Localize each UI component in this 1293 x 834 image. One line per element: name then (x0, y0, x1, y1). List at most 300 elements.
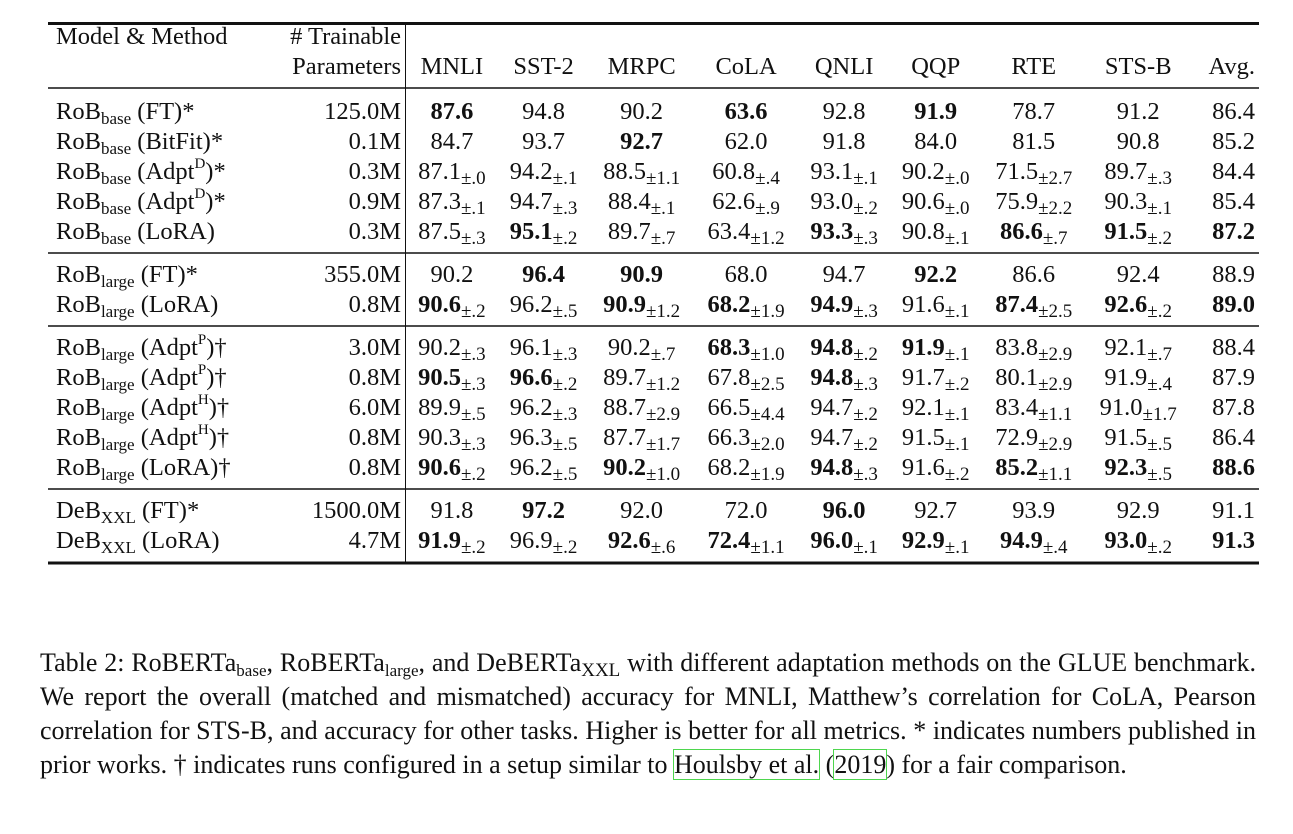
model-method-cell: RoB$_{base}$ (LoRA) (56, 218, 215, 248)
caption-sub-xxl: XXL (581, 660, 621, 681)
score-value: 71.5 (995, 158, 1039, 185)
score-std: ±.1 (944, 344, 970, 365)
score-value: 93.3 (810, 218, 854, 245)
score-std: ±.2 (552, 374, 578, 395)
method-name: LoRA (148, 454, 211, 481)
score-cell (890, 326, 982, 363)
score-cell (498, 127, 590, 157)
score-std: ±2.5 (1038, 301, 1073, 322)
score-cell (798, 393, 890, 423)
method-name: BitFit (145, 128, 203, 155)
citation-link-authors[interactable]: Houlsby et al. (673, 750, 820, 779)
score-value: 96.2 (509, 291, 553, 318)
score-value: 68.2 (707, 454, 751, 481)
score-value: 85.4 (1212, 188, 1255, 215)
score-cell (982, 363, 1086, 393)
score-value: 84.7 (430, 128, 474, 155)
score-std: ±.9 (755, 198, 780, 219)
score-cell (589, 290, 693, 326)
method-name: Adpt (145, 158, 195, 185)
source-mark: † (216, 394, 230, 421)
score-value: 86.6 (999, 218, 1043, 245)
score-value: 67.8 (707, 364, 751, 391)
score-value: 92.7 (620, 128, 664, 155)
score-std: ±2.5 (750, 374, 785, 395)
caption-text: ( (819, 750, 835, 779)
score-std: ±.0 (460, 168, 486, 189)
table-row (48, 489, 1259, 526)
table-caption (40, 646, 1256, 782)
header-task: Avg. (1208, 53, 1255, 80)
score-cell (982, 88, 1086, 127)
score-value: 93.1 (810, 158, 854, 185)
score-value: 87.4 (995, 291, 1039, 318)
params-cell: 0.1M (261, 127, 406, 157)
score-cell (1190, 363, 1259, 393)
header-task: QQP (911, 53, 961, 80)
score-cell (1086, 217, 1190, 253)
score-cell (798, 453, 890, 489)
score-std: ±.2 (460, 301, 486, 322)
score-value: 90.9 (620, 261, 664, 288)
header-task: SST-2 (513, 53, 574, 80)
score-value: 90.3 (418, 424, 461, 451)
score-value: 90.2 (901, 158, 945, 185)
score-cell (890, 127, 982, 157)
score-value: 89.7 (607, 218, 651, 245)
score-value: 94.9 (999, 527, 1043, 554)
score-cell (982, 217, 1086, 253)
score-cell (1190, 393, 1259, 423)
score-cell (982, 157, 1086, 187)
score-cell (890, 88, 982, 127)
score-std: ±.2 (1147, 228, 1172, 249)
score-cell (1190, 453, 1259, 489)
score-cell (694, 423, 798, 453)
score-std: ±.2 (853, 434, 878, 455)
score-cell (798, 217, 890, 253)
score-std: ±1.7 (645, 434, 681, 455)
score-std: ±.7 (650, 344, 676, 365)
score-value: 87.7 (603, 424, 646, 451)
score-value: 91.6 (901, 291, 945, 318)
score-cell (406, 326, 498, 363)
score-cell (1190, 88, 1259, 127)
score-std: ±.1 (944, 301, 970, 322)
score-value: 90.3 (1104, 188, 1148, 215)
score-std: ±.3 (1147, 168, 1172, 189)
score-cell (798, 363, 890, 393)
method-name: LoRA (148, 291, 211, 318)
score-value: 90.2 (620, 98, 664, 125)
score-cell (694, 290, 798, 326)
score-std: ±.2 (460, 537, 486, 558)
score-std: ±1.1 (750, 537, 785, 558)
score-std: ±2.2 (1038, 198, 1073, 219)
score-value: 91.7 (901, 364, 945, 391)
header-params-line1: # Trainable (261, 22, 406, 52)
score-value: 96.4 (522, 261, 566, 288)
table-row (48, 423, 1259, 453)
score-std: ±.1 (853, 168, 878, 189)
score-std: ±.3 (552, 198, 578, 219)
score-cell (982, 393, 1086, 423)
source-mark: * (213, 188, 226, 215)
model-name: RoB (56, 188, 101, 215)
score-cell (798, 423, 890, 453)
source-mark: * (182, 98, 195, 125)
score-cell (1086, 253, 1190, 290)
model-method-cell: DeB$_{XXL}$ (FT)* (56, 497, 200, 527)
method-name: Adpt (148, 364, 198, 391)
score-value: 89.7 (603, 364, 646, 391)
score-cell (798, 157, 890, 187)
caption-sub-large: large (384, 661, 419, 680)
score-cell (982, 187, 1086, 217)
score-value: 96.9 (509, 527, 553, 554)
score-value: 91.9 (418, 527, 461, 554)
score-value: 91.8 (430, 497, 474, 524)
score-cell (589, 253, 693, 290)
score-std: ±.3 (552, 404, 578, 425)
params-cell: 3.0M (261, 326, 406, 363)
score-value: 63.6 (724, 98, 768, 125)
model-name: RoB (56, 261, 101, 288)
score-cell (694, 363, 798, 393)
model-name: DeB (56, 527, 101, 554)
score-cell (589, 526, 693, 562)
score-cell (982, 253, 1086, 290)
score-cell (498, 88, 590, 127)
score-cell (589, 187, 693, 217)
score-value: 87.8 (1212, 394, 1255, 421)
score-value: 94.9 (810, 291, 854, 318)
method-name: LoRA (145, 218, 207, 245)
score-value: 94.7 (810, 424, 854, 451)
score-value: 68.0 (724, 261, 768, 288)
model-size: base (100, 199, 132, 218)
score-cell (890, 290, 982, 326)
method-superscript: P (197, 362, 207, 378)
score-std: ±.7 (1147, 344, 1172, 365)
score-cell (1086, 290, 1190, 326)
score-value: 72.9 (995, 424, 1039, 451)
score-value: 84.0 (914, 128, 958, 155)
model-size: large (100, 465, 135, 484)
score-cell (1190, 157, 1259, 187)
score-cell (798, 127, 890, 157)
score-std: ±.1 (944, 537, 970, 558)
score-cell (694, 489, 798, 526)
score-std: ±.5 (1147, 434, 1172, 455)
params-cell: 0.3M (261, 217, 406, 253)
score-value: 90.5 (418, 364, 461, 391)
score-cell (498, 157, 590, 187)
score-value: 72.0 (724, 497, 768, 524)
score-value: 90.6 (418, 454, 461, 481)
model-name: RoB (56, 128, 101, 155)
score-value: 92.2 (914, 261, 958, 288)
score-std: ±.4 (1147, 374, 1172, 395)
model-name: RoB (56, 291, 101, 318)
score-value: 94.2 (509, 158, 553, 185)
score-std: ±1.2 (750, 228, 785, 249)
table-row (48, 127, 1259, 157)
model-name: RoB (56, 424, 101, 451)
score-cell (798, 489, 890, 526)
score-std: ±1.9 (750, 464, 785, 485)
table-row (48, 253, 1259, 290)
method-name: Adpt (148, 334, 198, 361)
score-value: 92.3 (1104, 454, 1148, 481)
source-mark: * (185, 261, 198, 288)
score-value: 81.5 (1012, 128, 1056, 155)
params-cell: 1500.0M (261, 489, 406, 526)
score-cell (406, 363, 498, 393)
score-std: ±.2 (552, 537, 578, 558)
model-name: RoB (56, 394, 101, 421)
method-name: Adpt (145, 188, 195, 215)
score-cell (406, 393, 498, 423)
score-value: 94.8 (522, 98, 566, 125)
caption-sub-base: base (236, 661, 267, 680)
score-value: 93.0 (1104, 527, 1148, 554)
table-row (48, 363, 1259, 393)
score-value: 91.9 (901, 334, 945, 361)
score-value: 86.6 (1012, 261, 1056, 288)
score-std: ±.2 (944, 374, 970, 395)
params-cell: 4.7M (261, 526, 406, 562)
score-cell (498, 453, 590, 489)
score-std: ±.3 (460, 228, 486, 249)
source-mark: † (216, 424, 230, 451)
header-model-method: Model & Method (56, 23, 228, 50)
score-value: 89.7 (1104, 158, 1148, 185)
score-value: 96.0 (822, 497, 866, 524)
score-cell (798, 326, 890, 363)
score-cell (589, 157, 693, 187)
score-cell (406, 157, 498, 187)
score-value: 88.6 (1212, 454, 1255, 481)
score-std: ±.3 (853, 374, 878, 395)
score-value: 60.8 (712, 158, 756, 185)
method-name: FT (148, 261, 178, 288)
model-name: DeB (56, 497, 101, 524)
score-cell (694, 157, 798, 187)
score-value: 91.0 (1099, 394, 1143, 421)
score-value: 90.2 (418, 334, 461, 361)
score-cell (1086, 526, 1190, 562)
params-cell: 0.9M (261, 187, 406, 217)
score-value: 92.8 (822, 98, 866, 125)
score-cell (498, 526, 590, 562)
score-cell (890, 157, 982, 187)
source-mark: † (214, 364, 227, 391)
table-row (48, 187, 1259, 217)
score-cell (694, 187, 798, 217)
model-size: large (100, 345, 135, 364)
model-size: large (100, 375, 135, 394)
params-cell: 0.3M (261, 157, 406, 187)
score-cell (890, 489, 982, 526)
source-mark: * (213, 158, 226, 185)
score-cell (1190, 127, 1259, 157)
score-std: ±.0 (944, 198, 970, 219)
citation-link-year[interactable]: 2019 (834, 750, 887, 779)
score-cell (406, 88, 498, 127)
score-cell (1190, 526, 1259, 562)
header-task: MRPC (607, 53, 676, 80)
model-size: base (100, 109, 132, 128)
caption-text: Table 2: RoBERTa (40, 648, 237, 677)
score-value: 62.0 (724, 128, 768, 155)
score-value: 86.4 (1212, 424, 1255, 451)
score-std: ±.5 (552, 464, 578, 485)
score-value: 94.7 (822, 261, 866, 288)
header-task: MNLI (420, 53, 484, 80)
score-cell (406, 290, 498, 326)
score-value: 92.0 (620, 497, 664, 524)
score-value: 87.3 (418, 188, 461, 215)
method-superscript: H (197, 422, 209, 438)
score-cell (890, 187, 982, 217)
score-value: 85.2 (995, 454, 1039, 481)
score-value: 94.8 (810, 364, 854, 391)
score-cell (589, 423, 693, 453)
score-value: 68.3 (707, 334, 751, 361)
caption-text: with different adaptation methods on the GLUE benchmark. We report the overall (matched and mismatched) accuracy for MNLI, Matthew’s correlation for CoLA, Pearson correlation for STS-B, and accuracy for other tasks. Higher is better for all metrics. * indicates numbers published in prior works. † indicates runs configured in a setup similar to (40, 648, 1257, 779)
score-std: ±2.9 (1038, 434, 1073, 455)
score-cell (1190, 290, 1259, 326)
model-method-cell: RoB$_{large}$ (Adpt$^P$)† (56, 362, 227, 394)
model-name: RoB (56, 218, 101, 245)
score-value: 87.9 (1212, 364, 1255, 391)
score-std: ±2.9 (1038, 374, 1073, 395)
caption-text: , RoBERTa (266, 648, 385, 677)
score-cell (406, 217, 498, 253)
score-cell (406, 489, 498, 526)
score-value: 91.5 (1104, 424, 1148, 451)
method-name: LoRA (150, 527, 212, 554)
score-cell (694, 88, 798, 127)
score-cell (798, 88, 890, 127)
score-value: 90.2 (607, 334, 651, 361)
model-size: base (100, 139, 132, 158)
row-group (48, 489, 1259, 562)
score-std: ±1.1 (1038, 464, 1073, 485)
params-cell: 355.0M (261, 253, 406, 290)
score-value: 85.2 (1212, 128, 1255, 155)
score-value: 91.2 (1116, 98, 1160, 125)
model-size: large (100, 435, 135, 454)
score-std: ±2.7 (1038, 168, 1073, 189)
score-value: 90.6 (901, 188, 945, 215)
score-std: ±.6 (650, 537, 676, 558)
score-std: ±.2 (944, 464, 970, 485)
header-task: CoLA (715, 53, 777, 80)
source-mark: * (186, 497, 200, 524)
score-cell (498, 187, 590, 217)
score-value: 92.4 (1116, 261, 1160, 288)
score-value: 90.2 (603, 454, 646, 481)
score-std: ±2.9 (1038, 344, 1073, 365)
score-value: 66.5 (707, 394, 751, 421)
score-cell (406, 127, 498, 157)
score-cell (498, 290, 590, 326)
score-value: 93.0 (810, 188, 854, 215)
params-cell: 6.0M (261, 393, 406, 423)
method-superscript: D (194, 186, 206, 202)
score-value: 87.6 (430, 98, 474, 125)
score-cell (1086, 489, 1190, 526)
score-cell (982, 453, 1086, 489)
score-std: ±4.4 (750, 404, 785, 425)
score-std: ±.1 (1147, 198, 1172, 219)
score-cell (1086, 393, 1190, 423)
table-row (48, 88, 1259, 127)
score-std: ±.2 (853, 404, 878, 425)
score-value: 91.3 (1212, 527, 1255, 554)
score-value: 88.7 (603, 394, 646, 421)
score-cell (694, 127, 798, 157)
score-value: 92.6 (1104, 291, 1148, 318)
score-std: ±.5 (552, 301, 578, 322)
score-cell (890, 393, 982, 423)
score-std: ±.3 (460, 344, 486, 365)
score-cell (406, 253, 498, 290)
score-value: 96.6 (509, 364, 553, 391)
score-value: 96.2 (509, 454, 553, 481)
model-method-cell: RoB$_{base}$ (FT)* (56, 98, 195, 128)
score-value: 83.4 (995, 394, 1039, 421)
score-value: 87.5 (418, 218, 461, 245)
score-std: ±.5 (1147, 464, 1172, 485)
params-cell: 0.8M (261, 363, 406, 393)
model-name: RoB (56, 364, 101, 391)
score-value: 75.9 (995, 188, 1039, 215)
score-cell (498, 326, 590, 363)
score-cell (1190, 253, 1259, 290)
score-cell (890, 423, 982, 453)
score-value: 93.7 (522, 128, 566, 155)
score-std: ±1.0 (750, 344, 785, 365)
score-value: 88.9 (1212, 261, 1255, 288)
score-value: 91.1 (1212, 497, 1255, 524)
score-value: 86.4 (1212, 98, 1255, 125)
score-value: 78.7 (1012, 98, 1056, 125)
score-cell (890, 217, 982, 253)
method-name: Adpt (148, 424, 198, 451)
score-cell (1086, 127, 1190, 157)
caption-text: ) for a fair comparison. (886, 750, 1127, 779)
score-cell (1086, 453, 1190, 489)
score-std: ±1.2 (645, 301, 681, 322)
score-std: ±.1 (552, 168, 578, 189)
score-cell (694, 253, 798, 290)
score-cell (1190, 326, 1259, 363)
score-std: ±1.9 (750, 301, 785, 322)
score-cell (589, 393, 693, 423)
model-method-cell: RoB$_{large}$ (FT)* (56, 261, 198, 291)
score-std: ±.3 (552, 344, 578, 365)
score-std: ±.7 (650, 228, 676, 249)
params-cell: 0.8M (261, 290, 406, 326)
score-value: 89.9 (418, 394, 461, 421)
model-method-cell: DeB$_{XXL}$ (LoRA) (56, 527, 220, 557)
score-cell (890, 453, 982, 489)
score-cell (406, 423, 498, 453)
row-group (48, 326, 1259, 489)
